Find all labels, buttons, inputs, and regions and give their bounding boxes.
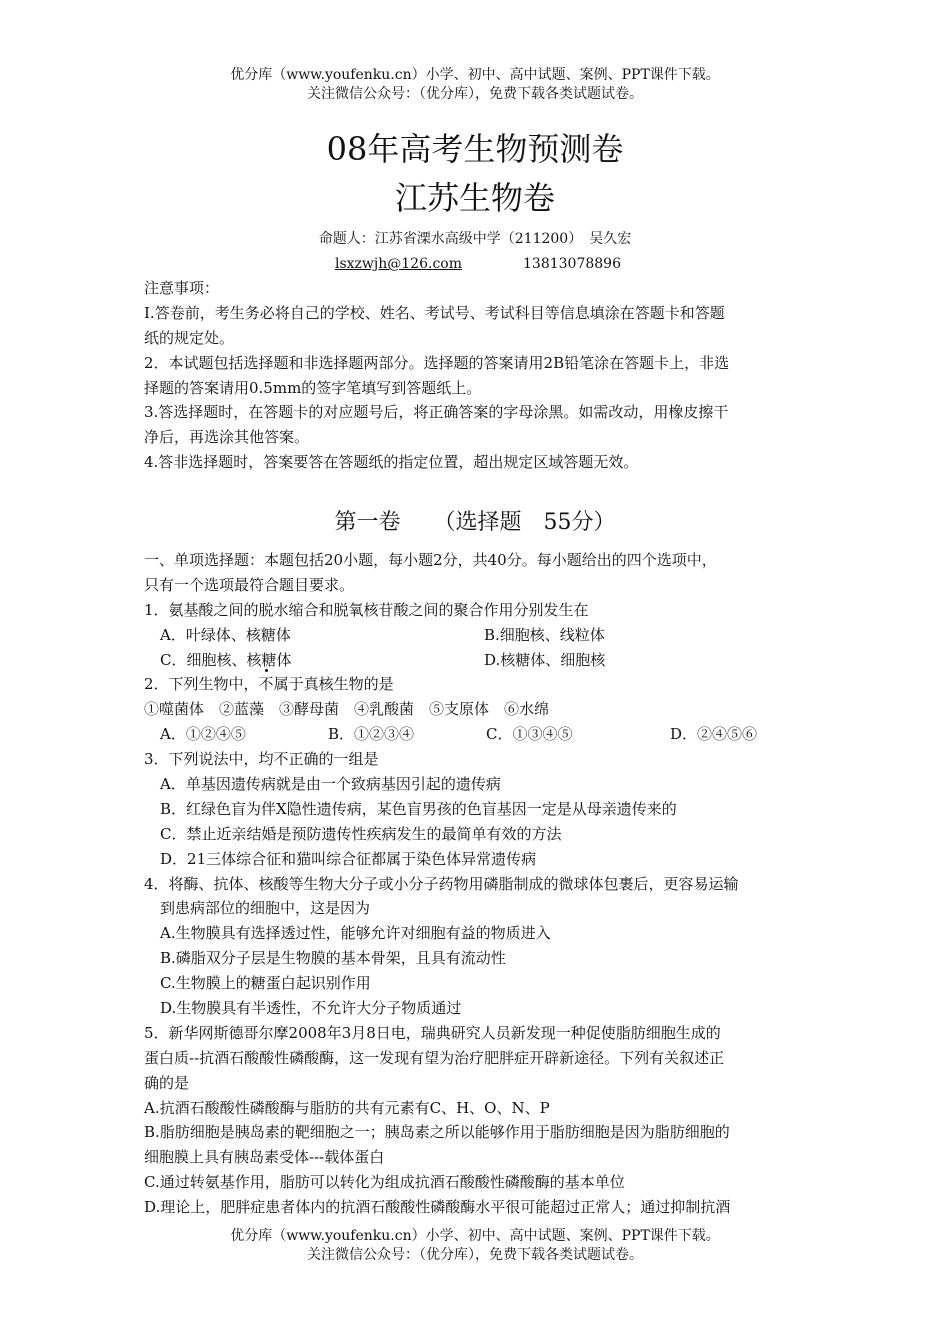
header-line-1: 优分库（www.youfenku.cn）小学、初中、高中试题、案例、PPT课件下载。 bbox=[230, 67, 720, 83]
q1-option-a: A．叶绿体、核糖体 bbox=[160, 625, 291, 644]
q3-option-a: A．单基因遗传病就是由一个致病基因引起的遗传病 bbox=[160, 775, 501, 794]
q4-option-d: D.生物膜具有半透性，不允许大分子物质通过 bbox=[160, 999, 462, 1018]
note-line: I.答卷前，考生务必将自己的学校、姓名、考试号、考试科目等信息填涂在答题卡和答题 bbox=[144, 303, 725, 322]
q2-stem-pre: 2．下列生物中， bbox=[144, 675, 259, 694]
q3-option-b: B．红绿色盲为伴X隐性遗传病，某色盲男孩的色盲基因一定是从母亲遗传来的 bbox=[160, 799, 677, 818]
author-line: 命题人：江苏省溧水高级中学（211200） 吴久宏 bbox=[318, 231, 632, 247]
q1-option-d: D.核糖体、细胞核 bbox=[484, 650, 606, 669]
q4-option-b: B.磷脂双分子层是生物膜的基本骨架，且具有流动性 bbox=[160, 949, 506, 968]
q2-option-c: C．①③④⑤ bbox=[486, 725, 573, 744]
question-2-items: ①噬菌体 ②蓝藻 ③酵母菌 ④乳酸菌 ⑤支原体 ⑥水绵 bbox=[144, 700, 550, 719]
question-2-stem bbox=[144, 672, 809, 697]
q2-stem-emphasis: 不 bbox=[259, 672, 274, 697]
exam-subtitle: 江苏生物卷 bbox=[394, 179, 555, 217]
part-intro: 只有一个选项最符合题目要求。 bbox=[144, 575, 355, 594]
question-5-stem-cont: 蛋白质--抗酒石酸酸性磷酸酶，这一发现有望为治疗肥胖症开辟新途径。下列有关叙述正 bbox=[144, 1048, 725, 1067]
author-email-link[interactable]: lsxzwjh@126.com bbox=[335, 256, 462, 272]
page-header bbox=[0, 66, 950, 104]
question-2-options bbox=[144, 722, 809, 747]
q2-option-a: A．①②④⑤ bbox=[160, 725, 246, 744]
question-5-stem: 5．新华网斯德哥尔摩2008年3月8日电，瑞典研究人员新发现一种促使脂肪细胞生成的 bbox=[144, 1023, 721, 1042]
exam-title: 08年高考生物预测卷 bbox=[326, 130, 624, 168]
q5-option-c: C.通过转氨基作用，脂肪可以转化为组成抗酒石酸酸性磷酸酶的基本单位 bbox=[144, 1173, 625, 1192]
q4-option-c: C.生物膜上的糖蛋白起识别作用 bbox=[160, 974, 371, 993]
q1-option-b: B.细胞核、线粒体 bbox=[484, 625, 605, 644]
footer-line-2: 关注微信公众号：（优分库），免费下载各类试题试卷。 bbox=[307, 1247, 643, 1263]
question-4-stem-cont: 到患病部位的细胞中，这是因为 bbox=[160, 899, 371, 918]
q2-option-d: D．②④⑤⑥ bbox=[670, 725, 758, 744]
question-1-stem: 1．氨基酸之间的脱水缩合和脱氧核苷酸之间的聚合作用分别发生在 bbox=[144, 600, 589, 619]
q5-option-a: A.抗酒石酸酸性磷酸酶与脂肪的共有元素有C、H、O、N、P bbox=[144, 1098, 550, 1117]
q3-option-d: D．21三体综合征和猫叫综合征都属于染色体异常遗传病 bbox=[160, 849, 537, 868]
note-line: 净后，再选涂其他答案。 bbox=[144, 428, 310, 447]
page-footer bbox=[0, 1227, 950, 1265]
question-5-stem-cont: 确的是 bbox=[144, 1073, 190, 1092]
q4-option-a: A.生物膜具有选择透过性，能够允许对细胞有益的物质进入 bbox=[160, 924, 551, 943]
q5-option-d: D.理论上，肥胖症患者体内的抗酒石酸酸性磷酸酶水平很可能超过正常人；通过抑制抗酒 bbox=[144, 1198, 731, 1217]
footer-line-1: 优分库（www.youfenku.cn）小学、初中、高中试题、案例、PPT课件下载。 bbox=[230, 1228, 720, 1244]
question-1-options bbox=[144, 648, 809, 673]
note-line: 纸的规定处。 bbox=[144, 328, 235, 347]
q2-option-b: B．①②③④ bbox=[328, 725, 415, 744]
question-3-stem: 3．下列说法中，均不正确的一组是 bbox=[144, 750, 379, 769]
q5-option-b: B.脂肪细胞是胰岛素的靶细胞之一；胰岛素之所以能够作用于脂肪细胞是因为脂肪细胞的 bbox=[144, 1123, 730, 1142]
questions bbox=[144, 548, 809, 1220]
q2-stem-post: 属于真核生物的是 bbox=[273, 675, 394, 694]
note-line: 3.答选择题时，在答题卡的对应题号后，将正确答案的字母涂黑。如需改动，用橡皮擦干 bbox=[144, 403, 729, 422]
q3-option-c: C．禁止近亲结婚是预防遗传性疾病发生的最简单有效的方法 bbox=[160, 824, 562, 843]
q5-option-b-cont: 细胞膜上具有胰岛素受体---载体蛋白 bbox=[144, 1148, 385, 1167]
part-intro: 一、单项选择题：本题包括20小题，每小题2分，共40分。每小题给出的四个选项中， bbox=[144, 551, 717, 569]
exam-notes bbox=[144, 276, 809, 475]
section-title: 第一卷 （选择题 55分） bbox=[334, 510, 616, 535]
header-line-2: 关注微信公众号：（优分库），免费下载各类试题试卷。 bbox=[307, 86, 643, 102]
q1-option-c: C．细胞核、核糖体 bbox=[160, 650, 292, 669]
question-1-options bbox=[144, 623, 809, 648]
notes-heading: 注意事项： bbox=[144, 279, 220, 297]
author-phone: 13813078896 bbox=[523, 256, 621, 272]
note-line: 择题的答案请用0.5mm的签字笔填写到答题纸上。 bbox=[144, 378, 482, 397]
note-line: 4.答非选择题时，答案要答在答题纸的指定位置，超出规定区域答题无效。 bbox=[144, 453, 639, 472]
note-line: 2．本试题包括选择题和非选择题两部分。选择题的答案请用2B铅笔涂在答题卡上，非选 bbox=[144, 353, 730, 372]
question-4-stem: 4．将酶、抗体、核酸等生物大分子或小分子药物用磷脂制成的微球体包裹后，更容易运输 bbox=[144, 874, 739, 893]
